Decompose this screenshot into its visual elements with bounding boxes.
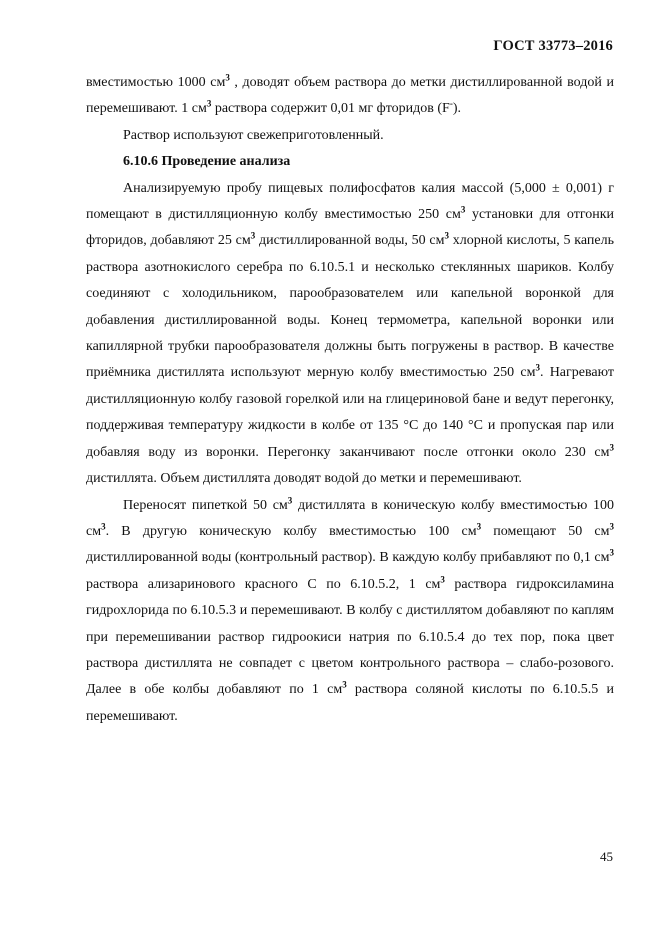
- paragraph-titration-procedure: Переносят пипеткой 50 $см^3$ дистиллята в коническую колбу вместимостью 100 $см^3$. В другую коническую колбу вместимостью 100 $см^3$ помещают 50 $см^3$ дистиллированной воды (контрольный раствор). В каждую колбу прибавляют по 0,1 $см^3$ раствора ализаринового красного С по 6.10.5.2, 1 $см^3$ раствора гидроксиламина гидрохлорида по 6.10.5.3 и перемешивают. В колбу с дистиллятом добавляют по каплям при перемешивании раствор гидроокиси натрия по 6.10.5.4 до тех пор, пока цвет раствора дистиллята не совпадет с цветом контрольного раствора – слабо-розового. Далее в обе колбы добавляют по 1 $см^3$ раствора соляной кислоты по 6.10.5.5 и перемешивают.: [86, 494, 614, 724]
- paragraph-analysis-procedure: Анализируемую пробу пищевых полифосфатов калия массой (5,000 ± 0,001) г помещают в дистилляционную колбу вместимостью 250 $см^3$ установки для отгонки фторидов, добавляют 25 $см^3$ дистиллированной воды, 50 $см^3$ хлорной кислоты, 5 капель раствора азотнокислого серебра по 6.10.5.1 и несколько стеклянных шариков. Колбу соединяют с холодильником, парообразователем или капельной воронкой для добавления дистиллированной воды. Конец термометра, капельной воронки или капиллярной трубки парообразователя должны быть погружены в раствор. В качестве приёмника дистиллята используют мерную колбу вместимостью 250 $см^3$. Нагревают дистилляционную колбу газовой горелкой или на глицериновой бане и ведут перегонку, поддерживая температуру жидкости в колбе от 135 °С до 140 °С и пропуская пар или добавляя воду из воронки. Перегонку заканчивают после отгонки около 230 $см^3$ дистиллята. Объем дистиллята доводят водой до метки и перемешивают.: [86, 180, 615, 487]
- document-body: [86, 70, 614, 730]
- standard-code-header: ГОСТ 33773–2016: [493, 38, 613, 54]
- section-number: 6.10.6: [123, 154, 158, 170]
- page-number: 45: [600, 849, 613, 864]
- section-title: Проведение анализа: [161, 154, 291, 170]
- section-heading: [86, 149, 614, 175]
- paragraph-solution-volume: вместимостью 1000 $см^3$ , доводят объем раствора до метки дистиллированной водой и перемешивают. 1 $см^3$ раствора содержит 0,01 мг фторидов (F-).: [86, 72, 614, 117]
- paragraph-fresh-solution: Раствор используют свежеприготовленный.: [123, 127, 384, 143]
